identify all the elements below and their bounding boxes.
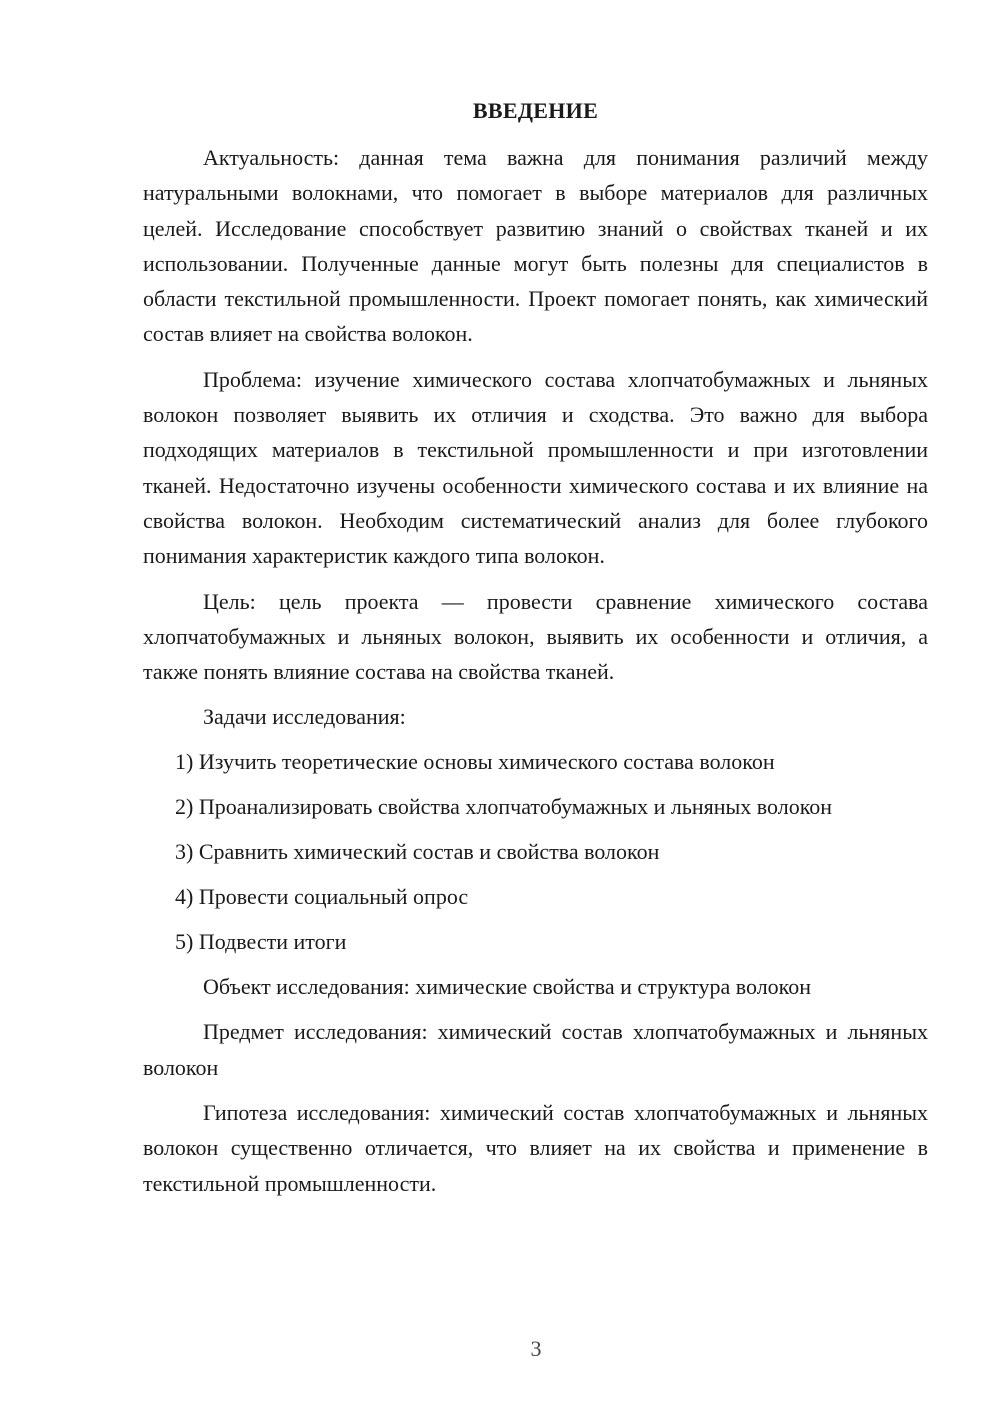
task-item-5: 5) Подвести итоги [175,929,347,955]
page-number: 3 [530,1336,542,1361]
task-item-4: 4) Провести социальный опрос [175,884,469,910]
page-title: ВВЕДЕНИЕ [472,98,599,123]
relevance-paragraph: Актуальность: данная тема важна для понимания различий между натуральными волокнами, что помогает в выборе материалов для различных целей. Исследование способствует развитию знаний о свойствах тканей и их использовании. Полученные данные могут быть полезны для специалистов в области текстильной промышленности. Проект помогает понять, как химический состав влияет на свойства волокон. [143,145,928,347]
document-body [143,96,928,1211]
task-item-2: 2) Проанализировать свойства хлопчатобумажных и льняных волокон [175,794,833,820]
task-item-3: 3) Сравнить химический состав и свойства волокон [175,839,660,865]
tasks-heading: Задачи исследования: [203,704,406,730]
hypothesis-paragraph: Гипотеза исследования: химический состав хлопчатобумажных и льняных волокон существенно отличается, что влияет на их свойства и применение в текстильной промышленности. [143,1100,928,1196]
tasks-list [143,744,928,959]
goal-paragraph: Цель: цель проекта — провести сравнение химического состава хлопчатобумажных и льняных волокон, выявить их особенности и отличия, а также понять влияние состава на свойства тканей. [143,588,928,685]
subject-paragraph: Предмет исследования: химический состав хлопчатобумажных и льняных волокон [143,1019,928,1080]
object-paragraph: Объект исследования: химические свойства и структура волокон [203,974,812,1000]
problem-paragraph: Проблема: изучение химического состава хлопчатобумажных и льняных волокон позволяет выявить их отличия и сходства. Это важно для выбора подходящих материалов в текстильной промышленности и при изготовлении тканей. Недостаточно изучены особенности химического состава и их влияние на свойства волокон. Необходим систематический анализ для более глубокого понимания характеристик каждого типа волокон. [143,366,928,569]
task-item-1: 1) Изучить теоретические основы химического состава волокон [175,749,775,775]
